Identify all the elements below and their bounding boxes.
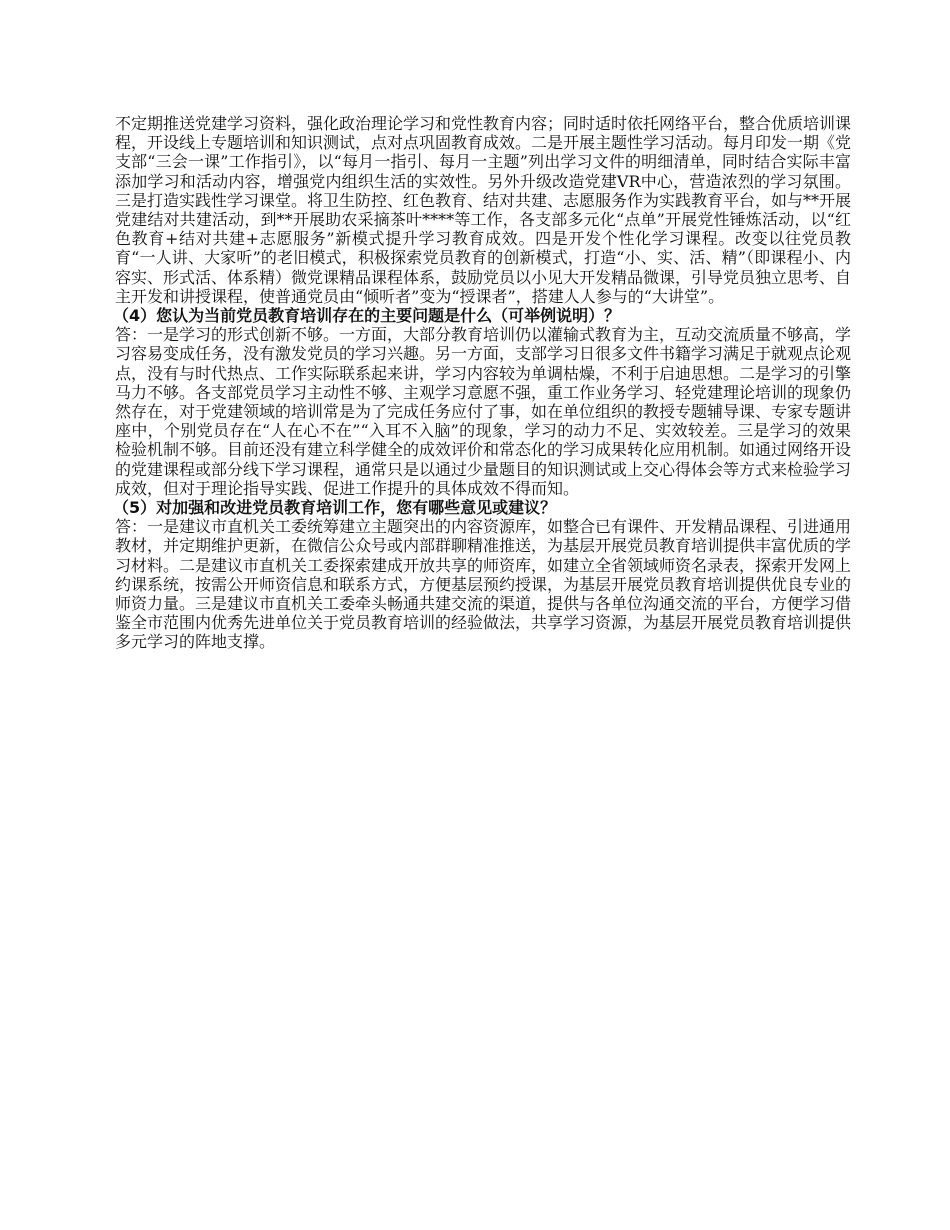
answer-5-paragraph: 答：一是建议市直机关工委统筹建立主题突出的内容资源库，如整合已有课件、开发精品课程、引进通用教材，并定期维护更新，在微信公众号或内部群聊精准推送，为基层开展党员教育培训提供丰富优质的学习材料。二是建议市直机关工委探索建成开放共享的师资库，如建立全省领域师资名录表，探索开发网上约课系统，按需公开师资信息和联系方式，方便基层预约授课，为基层开展党员教育培训提供优良专业的师资力量。三是建议市直机关工委牵头畅通共建交流的渠道，提供与各单位沟通交流的平台，方便学习借鉴全市范围内优秀先进单位关于党员教育培训的经验做法，共享学习资源，为基层开展党员教育培训提供多元学习的阵地支撑。 xyxy=(115,517,852,652)
answer-4-paragraph: 答：一是学习的形式创新不够。一方面，大部分教育培训仍以灌输式教育为主，互动交流质量不够高，学习容易变成任务，没有激发党员的学习兴趣。另一方面，支部学习日很多文件书籍学习满足于就观点论观点，没有与时代热点、工作实际联系起来讲，学习内容较为单调枯燥，不利于启迪思想。二是学习的引擎马力不够。各支部党员学习主动性不够、主观学习意愿不强，重工作业务学习、轻党建理论培训的现象仍然存在，对于党建领域的培训常是为了完成任务应付了事，如在单位组织的教授专题辅导课、专家专题讲座中，个别党员存在“人在心不在”“入耳不入脑”的现象，学习的动力不足、实效较差。三是学习的效果检验机制不够。目前还没有建立科学健全的成效评价和常态化的学习成果转化应用机制。如通过网络开设的党建课程或部分线下学习课程，通常只是以通过少量题目的知识测试或上交心得体会等方式来检验学习成效，但对于理论指导实践、促进工作提升的具体成效不得而知。 xyxy=(115,325,852,498)
question-5-heading: （5）对加强和改进党员教育培训工作，您有哪些意见或建议？ xyxy=(113,498,557,518)
document-page xyxy=(115,114,851,652)
question-4-heading: （4）您认为当前党员教育培训存在的主要问题是什么（可举例说明）？ xyxy=(113,306,621,326)
intro-paragraph: 不定期推送党建学习资料，强化政治理论学习和党性教育内容；同时适时依托网络平台，整合优质培训课程，开设线上专题培训和知识测试，点对点巩固教育成效。二是开展主题性学习活动。每月印发一期《党支部“三会一课”工作指引》，以“每月一指引、每月一主题”列出学习文件的明细清单，同时结合实际丰富添加学习和活动内容，增强党内组织生活的实效性。另外升级改造党建VR中心，营造浓烈的学习氛围。三是打造实践性学习课堂。将卫生防控、红色教育、结对共建、志愿服务作为实践教育平台，如与**开展党建结对共建活动，到**开展助农采摘茶叶****等工作，各支部多元化“点单”开展党性锤炼活动，以“红色教育+结对共建+志愿服务”新模式提升学习教育成效。四是开发个性化学习课程。改变以往党员教育“一人讲、大家听”的老旧模式，积极探索党员教育的创新模式，打造“小、实、活、精”（即课程小、内容实、形式活、体系精）微党课精品课程体系，鼓励党员以小见大开发精品微课，引导党员独立思考、自主开发和讲授课程，使普通党员由“倾听者”变为“授课者”，搭建人人参与的“大讲堂”。 xyxy=(115,114,852,306)
